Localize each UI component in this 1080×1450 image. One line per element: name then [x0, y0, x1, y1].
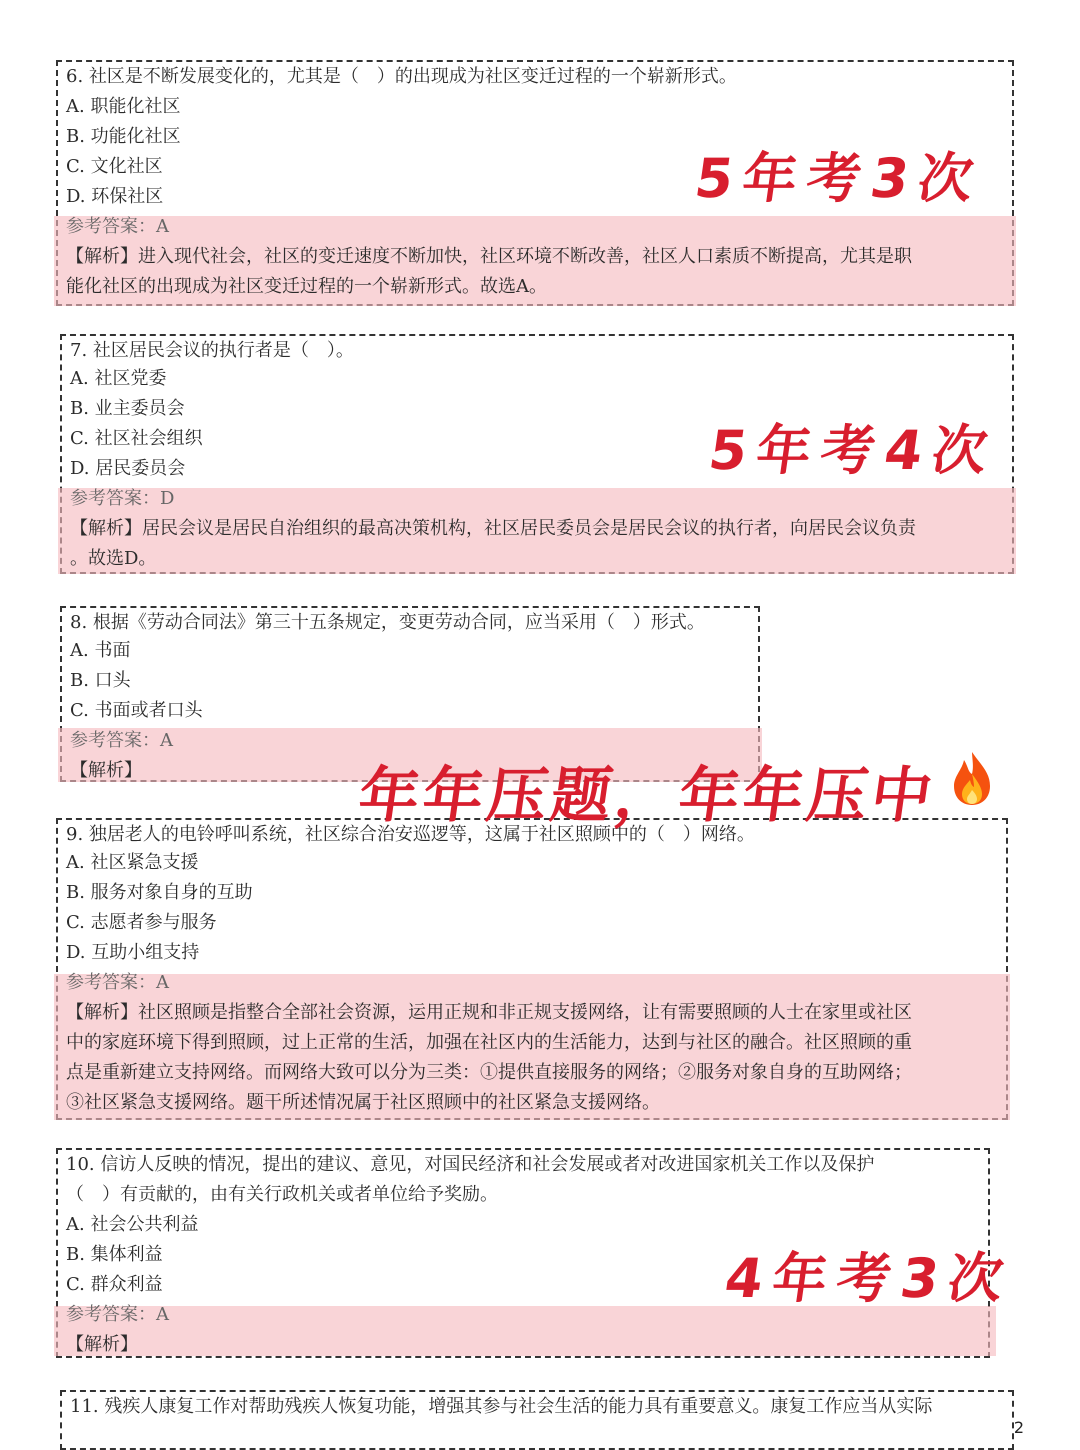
option-a: A. 职能化社区: [66, 96, 181, 117]
option-d: D. 环保社区: [66, 186, 164, 207]
reference-answer: 参考答案：A: [66, 216, 169, 237]
option-b: B. 功能化社区: [66, 126, 181, 147]
analysis-line: 中的家庭环境下得到照顾，过上正常的生活，加强在社区内的生活能力，达到与社区的融合。社区照顾的重: [66, 1032, 912, 1053]
question-stem: 6. 社区是不断发展变化的，尤其是（ ）的出现成为社区变迁过程的一个崭新形式。: [66, 66, 737, 87]
analysis-line: 【解析】居民会议是居民自治组织的最高决策机构，社区居民委员会是居民会议的执行者，向居民会议负责: [70, 518, 916, 539]
reference-answer: 参考答案：A: [66, 1304, 169, 1325]
option-b: B. 集体利益: [66, 1244, 163, 1265]
question-stem: 9. 独居老人的电铃呼叫系统，社区综合治安巡逻等，这属于社区照顾中的（ ）网络。: [66, 824, 755, 845]
option-a: A. 社会公共利益: [66, 1214, 199, 1235]
question-stem: 7. 社区居民会议的执行者是（ ）。: [70, 340, 354, 361]
option-b: B. 服务对象自身的互助: [66, 882, 253, 903]
option-a: A. 社区党委: [70, 368, 167, 389]
question-stem: 10. 信访人反映的情况，提出的建议、意见，对国民经济和社会发展或者对改进国家机关工作以及保护: [66, 1154, 875, 1175]
option-c: C. 群众利益: [66, 1274, 163, 1295]
option-b: B. 业主委员会: [70, 398, 185, 419]
option-a: A. 社区紧急支援: [66, 852, 199, 873]
analysis-line: 。故选D。: [70, 548, 157, 569]
option-d: D. 互助小组支持: [66, 942, 200, 963]
reference-answer: 参考答案：A: [70, 730, 173, 751]
analysis-line: 【解析】: [66, 1334, 138, 1355]
reference-answer: 参考答案：A: [66, 972, 169, 993]
option-c: C. 书面或者口头: [70, 700, 203, 721]
option-c: C. 社区社会组织: [70, 428, 203, 449]
option-a: A. 书面: [70, 640, 131, 661]
annotation-yearly-predictions: 年年压题，年年压中: [354, 761, 941, 831]
question-11-box: [60, 1390, 1014, 1450]
analysis-line: 【解析】: [70, 760, 142, 781]
fire-icon: [950, 750, 994, 806]
analysis-line: 点是重新建立支持网络。而网络大致可以分为三类：①提供直接服务的网络；②服务对象自身的互助网络；: [66, 1062, 912, 1083]
annotation-5-years-3-times: 5年考3次: [691, 147, 988, 210]
analysis-line: 【解析】社区照顾是指整合全部社会资源，运用正规和非正规支援网络，让有需要照顾的人士在家里或社区: [66, 1002, 912, 1023]
question-stem: 8. 根据《劳动合同法》第三十五条规定，变更劳动合同，应当采用（ ）形式。: [70, 612, 705, 633]
annotation-4-years-3-times: 4年考3次: [721, 1247, 1018, 1310]
analysis-line: 能化社区的出现成为社区变迁过程的一个崭新形式。故选A。: [66, 276, 547, 297]
option-b: B. 口头: [70, 670, 131, 691]
question-stem: 11. 残疾人康复工作对帮助残疾人恢复功能，增强其参与社会生活的能力具有重要意义。康复工作应当从实际: [70, 1396, 933, 1417]
question-stem-continued: （ ）有贡献的，由有关行政机关或者单位给予奖励。: [66, 1184, 498, 1205]
analysis-line: ③社区紧急支援网络。题干所述情况属于社区照顾中的社区紧急支援网络。: [66, 1092, 660, 1113]
option-d: D. 居民委员会: [70, 458, 186, 479]
option-c: C. 志愿者参与服务: [66, 912, 217, 933]
annotation-5-years-4-times: 5年考4次: [705, 419, 1002, 482]
page-number: 2: [1013, 1418, 1024, 1437]
option-c: C. 文化社区: [66, 156, 163, 177]
question-9-box: [56, 818, 1008, 1120]
analysis-line: 【解析】进入现代社会，社区的变迁速度不断加快，社区环境不断改善，社区人口素质不断提高，尤其是职: [66, 246, 912, 267]
reference-answer: 参考答案：D: [70, 488, 175, 509]
